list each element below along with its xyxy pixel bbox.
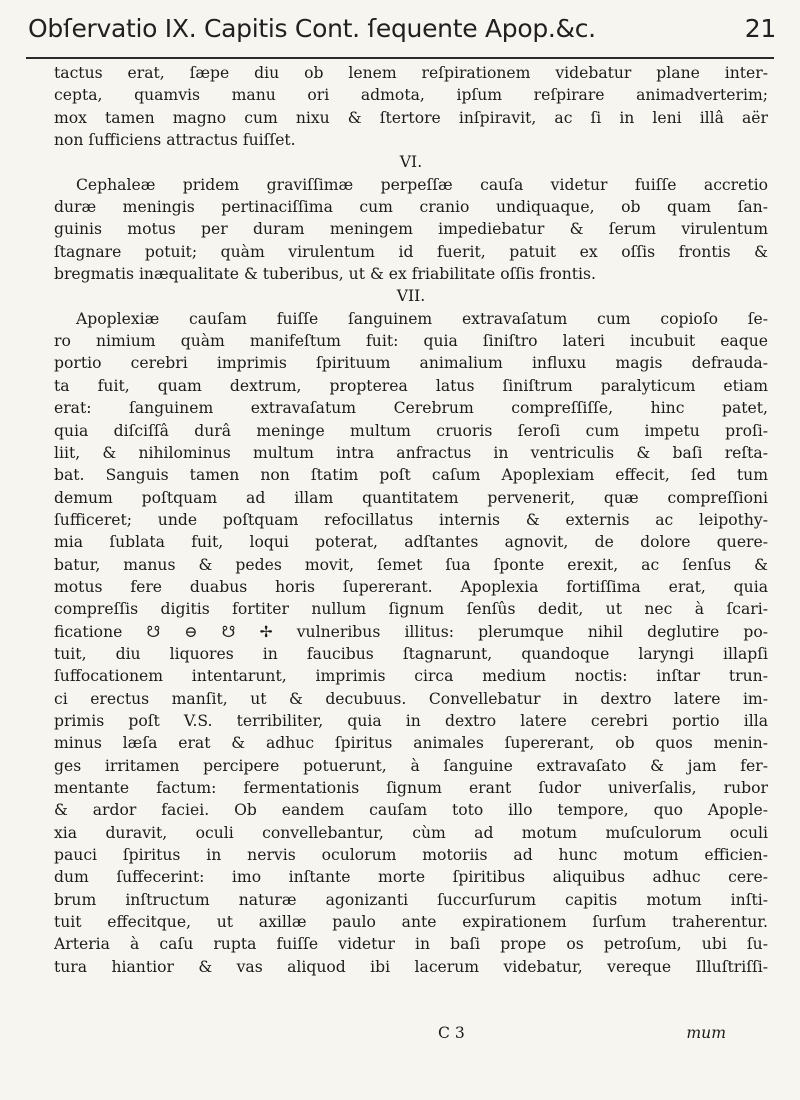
text-line: ta fuit, quam dextrum, propterea latus ſiniſtrum paralyticum etiam [54, 376, 768, 395]
header-rule [26, 57, 774, 59]
text-line: ſuffocationem intentarunt, imprimis circa medium noctis: inſtar trun- [54, 667, 768, 686]
text-line: Cephaleæ pridem graviſſimæ perpeſſæ cauſa videtur fuiſſe accretio [76, 175, 768, 194]
text-line: motus fere duabus horis ſupererant. Apoplexia fortiſſima erat, quia [54, 577, 768, 596]
page-number: 21 [744, 14, 776, 43]
text-line: duræ meningis pertinaciſſima cum cranio undiquaque, ob quam ſan- [54, 198, 768, 217]
text-line: pauci ſpiritus in nervis oculorum motoriis ad hunc motum efficien- [54, 846, 768, 865]
running-title: Obſervatio IX. Capitis Cont. ſequente Apop.&c. [28, 14, 596, 43]
text-line: ges irritamen percipere potuerunt, à ſanguine extravaſato & jam fer- [54, 756, 768, 775]
text-line: dum ſuffecerint: imo inſtante morte ſpiritibus aliquibus adhuc cere- [54, 868, 768, 887]
text-line: ficatione ☋ ⊖ ☋ ✢ vulneribus illitus: plerumque nihil deglutire po- [54, 622, 768, 641]
text-line: ſtagnare potuit; quàm virulentum id fuerit, patuit ex oſſis frontis & [54, 242, 768, 261]
section-number: VII. [396, 287, 426, 306]
text-line: Arteria à caſu rupta fuiſſe videtur in baſi prope os petroſum, ubi ſu- [54, 935, 768, 954]
text-line: bat. Sanguis tamen non ſtatim poſt caſum Apoplexiam effecit, ſed tum [54, 466, 768, 485]
text-line: ſufficeret; unde poſtquam refocillatus internis & externis ac leipothy- [54, 510, 768, 529]
text-line: batur, manus & pedes movit, ſemet ſua ſponte erexit, ac ſenſus & [54, 555, 768, 574]
section-number: VI. [399, 153, 423, 172]
text-line: portio cerebri imprimis ſpirituum animalium influxu magis defrauda- [54, 354, 768, 373]
text-line: & ardor faciei. Ob eandem cauſam toto illo tempore, quo Apople- [54, 801, 768, 820]
text-line: compreſſis digitis fortiter nullum ſignum ſenſûs dedit, ut nec à ſcari- [54, 600, 768, 619]
text-line: guinis motus per duram meningem impediebatur & ſerum virulentum [54, 220, 768, 239]
body-text [54, 62, 768, 978]
text-line: xia duravit, oculi convellebantur, cùm ad motum muſculorum oculi [54, 823, 768, 842]
catchword: mum [686, 1024, 726, 1042]
text-line: cepta, quamvis manu ori admota, ipſum reſpirare animadverterim; [54, 86, 768, 105]
text-line: mia ſublata fuit, loqui poterat, adſtantes agnovit, de dolore quere- [54, 533, 768, 552]
text-line: primis poſt V.S. terribiliter, quia in dextro latere cerebri portio illa [54, 711, 768, 730]
text-line: tactus erat, ſæpe diu ob lenem reſpirationem videbatur plane inter- [54, 64, 768, 82]
text-line: brum inſtructum naturæ agonizanti ſuccurſurum capitis motum inſti- [54, 890, 768, 909]
text-line: tuit, diu liquores in faucibus ſtagnarunt, quandoque laryngi illapſi [54, 644, 768, 663]
text-line: Apoplexiæ cauſam fuiſſe ſanguinem extravaſatum cum copioſo ſe- [76, 309, 768, 328]
signature-mark: C 3 [438, 1024, 465, 1042]
text-line: liit, & nihilominus multum intra anfractus in ventriculis & baſi reſta- [54, 443, 768, 462]
text-line: mox tamen magno cum nixu & ſtertore inſpiravit, ac ſi in leni illâ aër [54, 108, 768, 127]
text-line: ci erectus manſit, ut & decubuus. Convellebatur in dextro latere im- [54, 689, 768, 708]
text-line: non ſufficiens attractus fuiſſet. [54, 131, 296, 150]
text-line: minus læſa erat & adhuc ſpiritus animales ſupererant, ob quos menin- [54, 734, 768, 753]
text-line: demum poſtquam ad illam quantitatem pervenerit, quæ compreſſioni [54, 488, 768, 507]
text-line: quia diſciſſâ durâ meninge multum cruoris ſeroſi cum impetu proſi- [54, 421, 768, 440]
text-line: erat: ſanguinem extravaſatum Cerebrum compreſſiſſe, hinc patet, [54, 399, 768, 418]
running-header [28, 14, 776, 43]
text-line: bregmatis inæqualitate & tuberibus, ut & ex friabilitate oſſis frontis. [54, 265, 596, 284]
text-line: ro nimium quàm manifeſtum fuit: quia ſiniſtro lateri incubuit eaque [54, 332, 768, 351]
text-line: mentante factum: fermentationis ſignum erant ſudor univerſalis, rubor [54, 779, 768, 797]
text-line: tura hiantior & vas aliquod ibi lacerum videbatur, vereque Illuſtriſſi- [54, 957, 768, 976]
text-line: tuit effecitque, ut axillæ paulo ante expirationem ſurſum traherentur. [54, 913, 768, 932]
